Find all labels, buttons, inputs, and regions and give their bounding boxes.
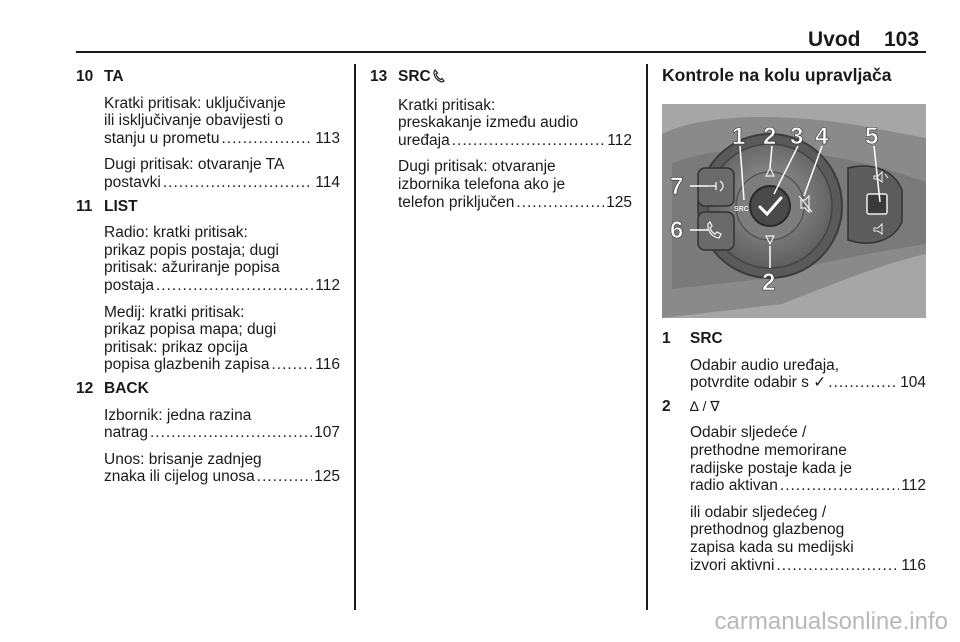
callout-1: 1 <box>732 123 746 150</box>
page-ref: 125 <box>314 468 340 486</box>
entry-label: TA <box>104 68 124 85</box>
entry-label: SRC <box>690 330 723 347</box>
page-ref: 125 <box>606 193 632 211</box>
page-ref: 112 <box>901 477 926 495</box>
entry-paragraph: Kratki pritisak: preskakanje između audio uređaja ..... 112 <box>398 97 632 150</box>
watermark: carmanualsonline.info <box>714 608 948 635</box>
entry-11 <box>76 198 340 374</box>
left-column <box>76 64 340 486</box>
entry-paragraph: Izbornik: jedna razina natrag ..... 107 <box>104 407 340 442</box>
page-ref: 112 <box>607 131 632 149</box>
entry-2 <box>662 398 926 574</box>
header-rule <box>76 51 926 53</box>
entry-10 <box>76 68 340 192</box>
entry-paragraph: Medij: kratki pritisak: prikaz popisa mapa; dugi pritisak: prikaz opcija popisa glazbenih zapisa ..... 116 <box>104 304 340 374</box>
callout-2b: 2 <box>762 269 776 296</box>
phone-icon <box>433 69 445 88</box>
column-divider-2 <box>646 64 648 610</box>
entry-paragraph: Unos: brisanje zadnjeg znaka ili cijelog unosa ..... 125 <box>104 451 340 486</box>
entry-paragraph: Kratki pritisak: uključivanje ili isključivanje obavijesti o stanju u prometu ..... 113 <box>104 95 340 148</box>
entry-number: 10 <box>76 68 94 85</box>
section-title: Kontrole na kolu upravljača <box>662 65 892 85</box>
page-number: 103 <box>884 28 920 51</box>
entry-12 <box>76 380 340 486</box>
entry-label: BACK <box>104 379 149 397</box>
entry-13 <box>370 68 632 211</box>
callout-2: 2 <box>763 123 777 150</box>
page-ref: 107 <box>314 424 340 442</box>
page-ref: 114 <box>315 173 340 191</box>
entry-paragraph: Dugi pritisak: otvaranje TA postavki ..... 114 <box>104 156 340 191</box>
entry-label: ∆ / ∇ <box>690 397 720 414</box>
entry-number: 12 <box>76 379 94 397</box>
callout-5: 5 <box>865 123 879 150</box>
column-divider-1 <box>354 64 356 610</box>
entry-paragraph: Radio: kratki pritisak: prikaz popis postaja; dugi pritisak: ažuriranje popisa postaja ..... 112 <box>104 224 340 294</box>
callout-4: 4 <box>815 123 829 150</box>
entry-1 <box>662 330 926 392</box>
entry-paragraph: Odabir audio uređaja, potvrdite odabir s ✓ ..... 104 <box>690 357 926 392</box>
callout-7: 7 <box>670 173 684 200</box>
chapter-title: Uvod <box>808 28 861 51</box>
callout-6: 6 <box>670 217 684 244</box>
middle-column <box>370 64 632 211</box>
entry-label: LIST <box>104 197 138 215</box>
entry-number: 13 <box>370 68 388 85</box>
entry-paragraph: Odabir sljedeće / prethodne memorirane radijske postaje kada je radio aktivan ..... 112 <box>690 424 926 494</box>
page-ref: 104 <box>900 374 926 392</box>
src-button-label: SRC <box>734 206 749 213</box>
page-ref: 116 <box>315 356 340 374</box>
callout-3: 3 <box>790 123 804 150</box>
page-ref: 116 <box>901 556 926 574</box>
right-column <box>662 326 926 574</box>
page-ref: 113 <box>315 129 340 147</box>
entry-label: SRC <box>398 68 431 85</box>
steering-wheel-controls-figure <box>662 104 926 318</box>
entry-paragraph: Dugi pritisak: otvaranje izbornika telefona ako je telefon priključen ..... 125 <box>398 158 632 211</box>
page-ref: 112 <box>315 276 340 294</box>
entry-number: 1 <box>662 330 671 347</box>
steering-wheel-illustration <box>662 104 926 318</box>
entry-number: 11 <box>76 197 93 215</box>
entry-number: 2 <box>662 397 671 415</box>
entry-paragraph: ili odabir sljedećeg / prethodnog glazbenog zapisa kada su medijski izvori aktivni ..... 116 <box>690 504 926 574</box>
